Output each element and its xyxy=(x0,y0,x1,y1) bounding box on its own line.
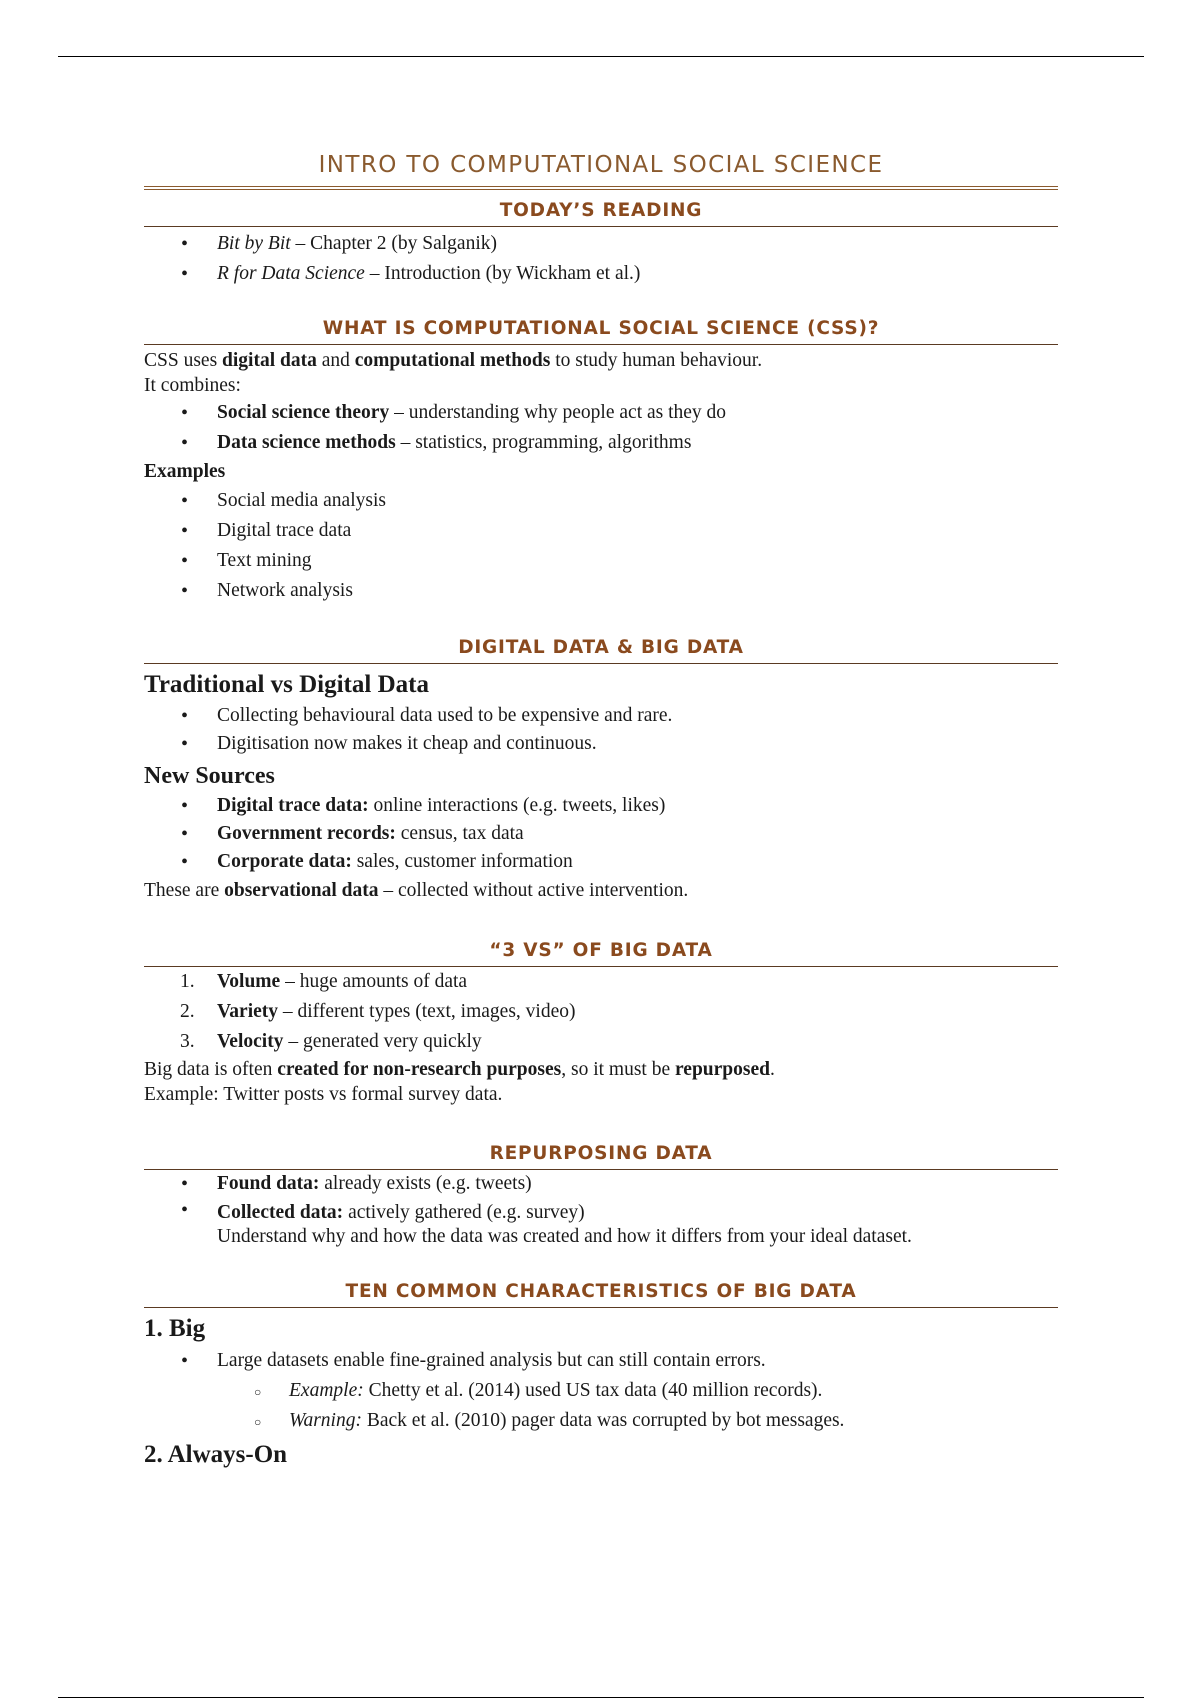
bottom-rule xyxy=(58,1697,1144,1698)
list-item: • Collecting behavioural data used to be expensive and rare. xyxy=(144,702,1058,730)
repurposing-list xyxy=(144,1170,1058,1249)
list-item: • Government records: census, tax data xyxy=(144,820,1058,848)
list-item: ○ Example: Chetty et al. (2014) used US tax data (40 million records). xyxy=(144,1376,1058,1406)
subheading-always-on: 2. Always-On xyxy=(144,1441,288,1468)
big-sublist xyxy=(144,1376,1058,1436)
vs-list xyxy=(144,967,1058,1057)
observational-note: These are observational data – collected without active intervention. xyxy=(144,880,689,901)
subheading-new-sources: New Sources xyxy=(144,763,275,789)
list-item: • Data science methods – statistics, programming, algorithms xyxy=(144,428,1058,458)
list-item: • Digital trace data xyxy=(144,516,1058,546)
subheading-big: 1. Big xyxy=(144,1315,206,1342)
examples-label: Examples xyxy=(144,461,226,482)
traditional-list xyxy=(144,702,1058,758)
list-item: • Corporate data: sales, customer information xyxy=(144,848,1058,876)
top-rule xyxy=(58,56,1144,57)
repurposing-note: Understand why and how the data was created and how it differs from your ideal dataset. xyxy=(217,1226,912,1247)
big-list xyxy=(144,1346,1058,1376)
subheading-traditional-vs-digital: Traditional vs Digital Data xyxy=(144,671,429,698)
section-heading-ten-characteristics: TEN COMMON CHARACTERISTICS OF BIG DATA xyxy=(144,1279,1058,1308)
example-note: Example: Twitter posts vs formal survey data. xyxy=(144,1084,503,1105)
repurpose-note: Big data is often created for non-research purposes, so it must be repurposed. xyxy=(144,1059,775,1080)
list-item: • Bit by Bit – Chapter 2 (by Salganik) xyxy=(144,229,1058,259)
reading-list xyxy=(144,229,1058,289)
section-heading-3vs: “3 VS” OF BIG DATA xyxy=(144,938,1058,967)
sources-list xyxy=(144,792,1058,876)
list-item: 2. Variety – different types (text, images, video) xyxy=(180,1001,576,1022)
list-item: • Digitisation now makes it cheap and continuous. xyxy=(144,730,1058,758)
section-heading-digital: DIGITAL DATA & BIG DATA xyxy=(144,635,1058,664)
list-item: ○ Warning: Back et al. (2010) pager data was corrupted by bot messages. xyxy=(144,1406,1058,1436)
section-heading-repurposing: REPURPOSING DATA xyxy=(144,1141,1058,1170)
list-item: • Text mining xyxy=(144,546,1058,576)
list-item: • R for Data Science – Introduction (by Wickham et al.) xyxy=(144,259,1058,289)
list-item: • Network analysis xyxy=(144,576,1058,606)
css-combines-list xyxy=(144,398,1058,458)
list-item: • Collected data: actively gathered (e.g. survey) Understand why and how the data was created and how it differs from your ideal dataset. xyxy=(144,1198,1058,1249)
examples-list xyxy=(144,486,1058,606)
list-item: • Social science theory – understanding why people act as they do xyxy=(144,398,1058,428)
list-item: • Large datasets enable fine-grained analysis but can still contain errors. xyxy=(144,1346,1058,1376)
css-intro: CSS uses digital data and computational methods to study human behaviour. xyxy=(144,350,763,371)
list-item: • Found data: already exists (e.g. tweets) xyxy=(144,1170,1058,1198)
section-heading-reading: TODAY’S READING xyxy=(144,198,1058,227)
list-item: 1. Volume – huge amounts of data xyxy=(180,971,468,992)
list-item: • Social media analysis xyxy=(144,486,1058,516)
document-title: INTRO TO COMPUTATIONAL SOCIAL SCIENCE xyxy=(318,152,884,178)
list-item: • Digital trace data: online interactions (e.g. tweets, likes) xyxy=(144,792,1058,820)
section-heading-css: WHAT IS COMPUTATIONAL SOCIAL SCIENCE (CSS)? xyxy=(144,316,1058,345)
document-body xyxy=(144,148,1058,1472)
list-item: 3. Velocity – generated very quickly xyxy=(180,1031,482,1052)
css-combines: It combines: xyxy=(144,375,241,396)
